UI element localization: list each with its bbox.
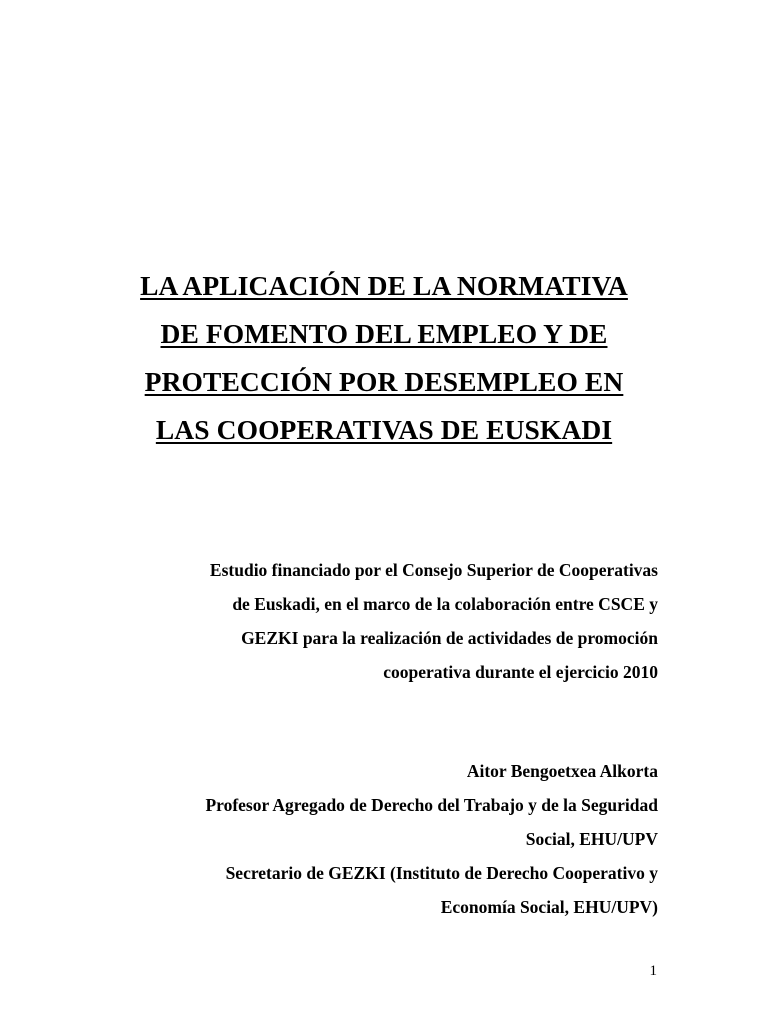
funding-statement [98,553,658,689]
author-affiliation-line: Secretario de GEZKI (Instituto de Derecho Cooperativo y [225,863,658,883]
author-affiliation-line: Economía Social, EHU/UPV) [440,897,658,917]
page-number: 1 [649,963,657,979]
title-line-text: LA APLICACIÓN DE LA NORMATIVA [140,270,628,301]
author-affiliation-line: Profesor Agregado de Derecho del Trabajo y de la Seguridad [205,795,658,815]
title-line-text: PROTECCIÓN POR DESEMPLEO EN [144,366,624,397]
author-affiliation-line: Social, EHU/UPV [525,829,658,849]
funding-line: GEZKI para la realización de actividades de promoción [241,628,658,648]
title-line [60,406,708,454]
title-line-text: LAS COOPERATIVAS DE EUSKADI [155,414,613,445]
title-line [60,358,708,406]
document-title [60,262,708,454]
title-line [60,310,708,358]
funding-line: Estudio financiado por el Consejo Superior de Cooperativas [209,560,658,580]
title-line [60,262,708,310]
funding-line: de Euskadi, en el marco de la colaboración entre CSCE y [232,594,658,614]
author-name: Aitor Bengoetxea Alkorta [466,761,658,781]
author-block [98,754,658,924]
title-line-text: DE FOMENTO DEL EMPLEO Y DE [160,318,608,349]
funding-line: cooperativa durante el ejercicio 2010 [383,662,658,682]
